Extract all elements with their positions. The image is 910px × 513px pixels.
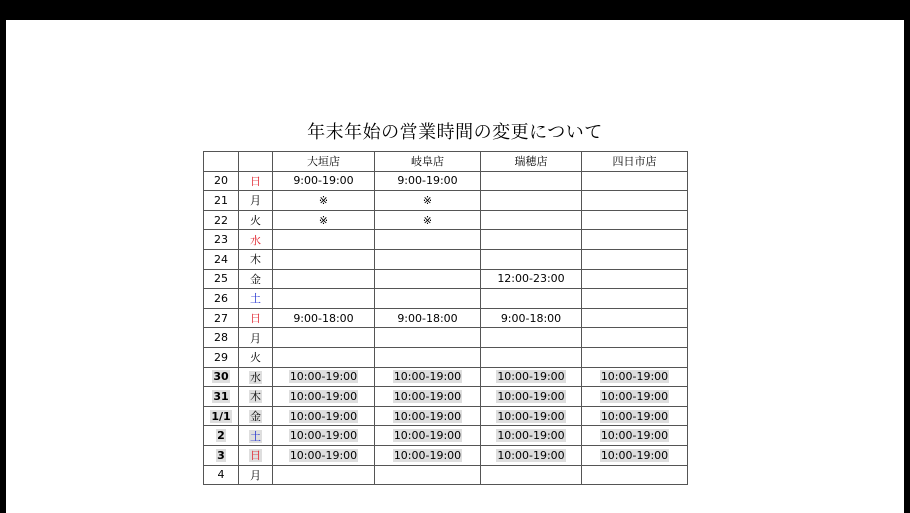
- weekday-cell: [239, 191, 273, 211]
- table-row: [204, 171, 688, 191]
- hours-cell: [375, 445, 481, 465]
- table-row: [204, 445, 688, 465]
- date-cell: [204, 387, 239, 407]
- header-cell-date: [204, 152, 239, 172]
- hours-cell: [481, 210, 582, 230]
- hours-cell: [582, 191, 688, 211]
- date-cell: [204, 465, 239, 485]
- hours-value: 9:00-18:00: [500, 311, 562, 325]
- hours-cell: [582, 328, 688, 348]
- hours-value: 10:00-19:00: [497, 429, 565, 443]
- date-cell: [204, 269, 239, 289]
- date-value: 28: [214, 331, 228, 345]
- table-row: [204, 347, 688, 367]
- weekday-value: 日: [250, 174, 261, 188]
- date-cell: [204, 406, 239, 426]
- hours-value: 10:00-19:00: [497, 409, 565, 423]
- hours-cell: [273, 465, 375, 485]
- weekday-value: 月: [250, 194, 261, 208]
- hours-cell: [481, 367, 582, 387]
- hours-cell: [375, 230, 481, 250]
- hours-cell: [481, 171, 582, 191]
- hours-cell: [375, 289, 481, 309]
- hours-cell: [375, 465, 481, 485]
- date-cell: [204, 171, 239, 191]
- hours-cell: [582, 210, 688, 230]
- date-value: 24: [214, 252, 228, 266]
- hours-cell: [582, 230, 688, 250]
- weekday-cell: [239, 406, 273, 426]
- weekday-value: 火: [250, 351, 261, 365]
- weekday-value: 水: [250, 370, 261, 384]
- hours-cell: [273, 269, 375, 289]
- date-cell: [204, 249, 239, 269]
- hours-cell: [273, 328, 375, 348]
- hours-value: 10:00-19:00: [600, 448, 669, 462]
- hours-value: 9:00-18:00: [293, 311, 354, 325]
- hours-value: 10:00-19:00: [393, 389, 462, 403]
- date-value: 23: [214, 233, 228, 247]
- weekday-cell: [239, 328, 273, 348]
- table-row: [204, 367, 688, 387]
- hours-value: ※: [318, 213, 329, 227]
- table-row: [204, 387, 688, 407]
- hours-cell: [481, 387, 582, 407]
- hours-value: 12:00-23:00: [497, 272, 565, 286]
- hours-cell: [273, 171, 375, 191]
- header-cell-day: [239, 152, 273, 172]
- date-cell: [204, 210, 239, 230]
- hours-cell: [375, 249, 481, 269]
- date-cell: [204, 367, 239, 387]
- weekday-cell: [239, 426, 273, 446]
- date-cell: [204, 426, 239, 446]
- table-row: [204, 210, 688, 230]
- table-row: [204, 465, 688, 485]
- hours-cell: [481, 406, 582, 426]
- hours-value: 10:00-19:00: [393, 370, 462, 384]
- date-value: 27: [214, 311, 228, 325]
- hours-value: 9:00-19:00: [397, 174, 458, 188]
- hours-value: ※: [318, 193, 329, 207]
- hours-cell: [582, 367, 688, 387]
- header-cell-store: 大垣店: [273, 152, 375, 172]
- hours-cell: [481, 289, 582, 309]
- weekday-cell: [239, 171, 273, 191]
- hours-value: 9:00-19:00: [293, 174, 354, 188]
- table-row: [204, 406, 688, 426]
- hours-cell: [273, 445, 375, 465]
- date-cell: [204, 308, 239, 328]
- date-value: 21: [214, 193, 228, 207]
- hours-value: 10:00-19:00: [289, 409, 358, 423]
- weekday-value: 日: [250, 449, 261, 463]
- hours-cell: [273, 210, 375, 230]
- weekday-value: 月: [250, 331, 261, 345]
- hours-cell: [273, 230, 375, 250]
- weekday-value: 土: [250, 429, 261, 443]
- weekday-value: 水: [250, 233, 261, 247]
- table-row: [204, 191, 688, 211]
- weekday-cell: [239, 230, 273, 250]
- weekday-cell: [239, 210, 273, 230]
- schedule-table: [203, 151, 688, 485]
- hours-cell: [481, 445, 582, 465]
- date-value: 30: [213, 370, 229, 384]
- hours-cell: [582, 289, 688, 309]
- date-value: 25: [214, 272, 228, 286]
- hours-cell: [273, 289, 375, 309]
- hours-cell: [481, 308, 582, 328]
- hours-cell: [481, 347, 582, 367]
- hours-cell: [273, 426, 375, 446]
- hours-value: 10:00-19:00: [600, 429, 669, 443]
- hours-cell: [273, 308, 375, 328]
- date-value: 3: [217, 448, 225, 462]
- weekday-value: 日: [250, 312, 261, 326]
- weekday-cell: [239, 387, 273, 407]
- weekday-value: 木: [250, 390, 261, 404]
- hours-cell: [582, 347, 688, 367]
- hours-cell: [273, 249, 375, 269]
- hours-cell: [375, 171, 481, 191]
- hours-cell: [582, 406, 688, 426]
- table-row: [204, 289, 688, 309]
- hours-value: 10:00-19:00: [497, 370, 565, 384]
- hours-value: 10:00-19:00: [497, 389, 565, 403]
- weekday-value: 土: [250, 292, 261, 306]
- hours-cell: [481, 465, 582, 485]
- weekday-cell: [239, 269, 273, 289]
- date-cell: [204, 328, 239, 348]
- weekday-cell: [239, 367, 273, 387]
- table-row: [204, 426, 688, 446]
- hours-cell: [375, 367, 481, 387]
- hours-value: 10:00-19:00: [600, 389, 669, 403]
- weekday-value: 木: [250, 253, 261, 267]
- weekday-value: 月: [250, 468, 261, 482]
- hours-cell: [481, 269, 582, 289]
- hours-cell: [273, 367, 375, 387]
- hours-cell: [375, 269, 481, 289]
- hours-value: 10:00-19:00: [600, 409, 669, 423]
- hours-cell: [375, 328, 481, 348]
- hours-cell: [582, 171, 688, 191]
- hours-cell: [375, 406, 481, 426]
- hours-value: 10:00-19:00: [289, 448, 358, 462]
- date-value: 29: [214, 350, 228, 364]
- hours-value: 10:00-19:00: [393, 448, 462, 462]
- hours-cell: [273, 191, 375, 211]
- hours-cell: [582, 465, 688, 485]
- hours-value: ※: [422, 193, 433, 207]
- hours-cell: [582, 426, 688, 446]
- hours-value: 10:00-19:00: [289, 370, 358, 384]
- hours-cell: [481, 426, 582, 446]
- table-body: [204, 171, 688, 485]
- weekday-value: 金: [250, 410, 261, 424]
- hours-cell: [582, 249, 688, 269]
- table-row: [204, 230, 688, 250]
- hours-cell: [582, 387, 688, 407]
- table-header-row: [204, 152, 688, 172]
- weekday-cell: [239, 347, 273, 367]
- hours-value: 10:00-19:00: [600, 370, 669, 384]
- hours-cell: [375, 426, 481, 446]
- header-cell-store: 瑞穂店: [481, 152, 582, 172]
- hours-cell: [582, 308, 688, 328]
- hours-cell: [582, 269, 688, 289]
- hours-cell: [375, 210, 481, 230]
- weekday-cell: [239, 249, 273, 269]
- date-cell: [204, 230, 239, 250]
- page-title: 年末年始の営業時間の変更について: [307, 122, 603, 143]
- document-page: [6, 20, 904, 513]
- hours-value: 10:00-19:00: [289, 389, 358, 403]
- hours-value: 10:00-19:00: [393, 409, 462, 423]
- hours-cell: [481, 230, 582, 250]
- weekday-value: 金: [250, 272, 261, 286]
- date-cell: [204, 445, 239, 465]
- date-value: 4: [217, 468, 225, 482]
- header-cell-store: 四日市店: [582, 152, 688, 172]
- hours-cell: [273, 347, 375, 367]
- hours-value: 9:00-18:00: [397, 311, 458, 325]
- weekday-cell: [239, 465, 273, 485]
- date-cell: [204, 347, 239, 367]
- hours-value: 10:00-19:00: [393, 429, 462, 443]
- hours-cell: [375, 347, 481, 367]
- hours-value: 10:00-19:00: [289, 429, 358, 443]
- hours-cell: [273, 406, 375, 426]
- table-row: [204, 249, 688, 269]
- top-black-bar: [0, 0, 910, 20]
- table-row: [204, 308, 688, 328]
- date-value: 26: [214, 291, 228, 305]
- hours-cell: [481, 328, 582, 348]
- date-value: 1/1: [211, 409, 231, 423]
- weekday-value: 火: [250, 214, 261, 228]
- date-cell: [204, 191, 239, 211]
- hours-cell: [273, 387, 375, 407]
- weekday-cell: [239, 308, 273, 328]
- hours-cell: [481, 191, 582, 211]
- hours-cell: [375, 308, 481, 328]
- hours-value: 10:00-19:00: [497, 448, 565, 462]
- table-row: [204, 328, 688, 348]
- weekday-cell: [239, 289, 273, 309]
- hours-cell: [582, 445, 688, 465]
- table-row: [204, 269, 688, 289]
- date-value: 20: [214, 174, 228, 188]
- date-cell: [204, 289, 239, 309]
- date-value: 2: [217, 429, 225, 443]
- hours-value: ※: [422, 213, 433, 227]
- hours-cell: [375, 387, 481, 407]
- date-value: 22: [214, 213, 228, 227]
- weekday-cell: [239, 445, 273, 465]
- hours-cell: [481, 249, 582, 269]
- date-value: 31: [213, 389, 229, 403]
- header-cell-store: 岐阜店: [375, 152, 481, 172]
- hours-cell: [375, 191, 481, 211]
